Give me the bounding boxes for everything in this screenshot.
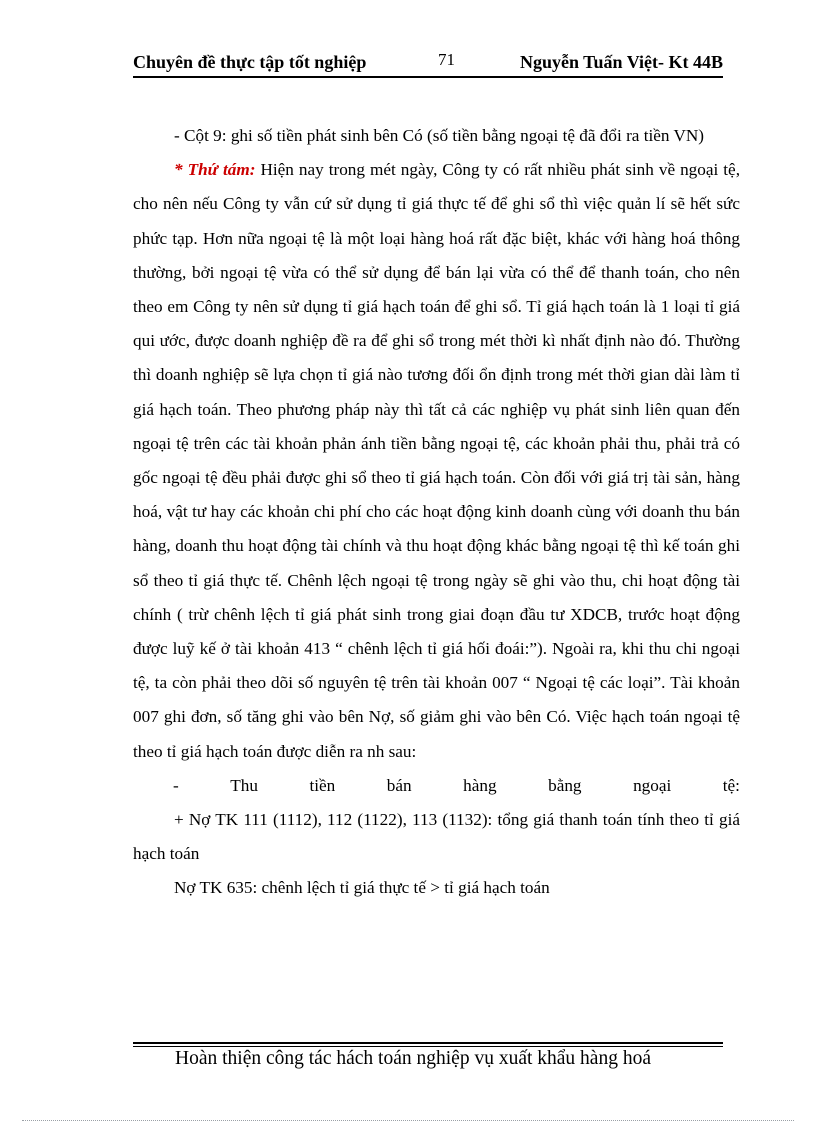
- page-edge-dotted-line: [22, 1120, 794, 1121]
- paragraph-no-tk-111: + Nợ TK 111 (1112), 112 (1122), 113 (1132): tổng giá thanh toán tính theo tỉ giá hạch toán: [133, 810, 740, 864]
- page-number: 71: [438, 50, 455, 69]
- document-body: [133, 119, 740, 906]
- paragraph-text: Hiện nay trong mét ngày, Công ty có rất nhiều phát sinh về ngoại tệ, cho nên nếu Công ty vẫn cứ sử dụng tỉ giá thực tế để ghi sổ thì việc quản lí sẽ hết sức phức tạp. Hơn nữa ngoại tệ là một loại hàng hoá rất đặc biệt, khác với hàng hoá thông thường, bởi ngoại tệ vừa có thể sử dụng để bán lại vừa có thể để thanh toán, cho nên theo em Công ty nên sử dụng tỉ giá hạch toán để ghi sổ. Tỉ giá hạch toán là 1 loại tỉ giá qui ước, được doanh nghiệp đề ra để ghi sổ trong mét thời kì nhất định nào đó. Thường thì doanh nghiệp sẽ lựa chọn tỉ giá nào tương đối ổn định trong mét thời gian dài làm tỉ giá hạch toán. Theo phương pháp này thì tất cả các nghiệp vụ phát sinh liên quan đến ngoại tệ trên các tài khoản phản ánh tiền bằng ngoại tệ, các khoản phải thu, phải trả có gốc ngoại tệ đều phải được ghi sổ theo tỉ giá hạch toán. Còn đối với giá trị tài sản, hàng hoá, vật tư hay các khoản chi phí cho các hoạt động kinh doanh cùng với doanh thu bán hàng, doanh thu hoạt động tài chính và thu hoạt động khác bằng ngoại tệ thì kế toán ghi sổ theo tỉ giá thực tế. Chênh lệch ngoại tệ trong ngày sẽ ghi vào thu, chi hoạt động tài chính ( trừ chênh lệch tỉ giá phát sinh trong giai đoạn đầu tư XDCB, trước hoạt động được luỹ kế ở tài khoản 413 “ chênh lệch tỉ giá hối đoái:”). Ngoài ra, khi thu chi ngoại tệ, ta còn phải theo dõi số nguyên tệ trên tài khoản 007 “ Ngoại tệ các loại”. Tài khoản 007 ghi đơn, số tăng ghi vào bên Nợ, số giảm ghi vào bên Có. Việc hạch toán ngoại tệ theo tỉ giá hạch toán được diễn ra nh sau:: [133, 160, 740, 761]
- header-title: Chuyên đề thực tập tốt nghiệp: [133, 52, 367, 72]
- spread-word: Thu: [230, 775, 258, 795]
- paragraph-thu-tien: [133, 769, 740, 803]
- spread-word: tiền: [309, 775, 336, 795]
- spread-word: -: [173, 775, 179, 795]
- footer-rule-thin: [133, 1046, 723, 1047]
- spread-word: bằng: [548, 775, 582, 795]
- spread-word: bán: [386, 775, 412, 795]
- paragraph-column-9: - Cột 9: ghi số tiền phát sinh bên Có (số tiền bằng ngoại tệ đã đổi ra tiền VN): [174, 126, 705, 145]
- footer-text: Hoàn thiện công tác hách toán nghiệp vụ xuất khẩu hàng hoá: [175, 1048, 651, 1069]
- page-header: [133, 52, 723, 76]
- paragraph-label: * Thứ tám:: [174, 160, 256, 180]
- spread-word: hàng: [463, 775, 497, 795]
- spread-word: tệ:: [722, 775, 740, 795]
- spread-word: ngoại: [633, 775, 672, 795]
- footer-rule-thick: [133, 1042, 723, 1044]
- header-author: Nguyễn Tuấn Việt- Kt 44B: [519, 52, 723, 72]
- paragraph-thu-tam: [133, 153, 740, 769]
- paragraph-no-tk-635: Nợ TK 635: chênh lệch tỉ giá thực tế > tỉ giá hạch toán: [174, 878, 550, 898]
- page-footer: [133, 1042, 723, 1070]
- header-rule: [133, 76, 723, 78]
